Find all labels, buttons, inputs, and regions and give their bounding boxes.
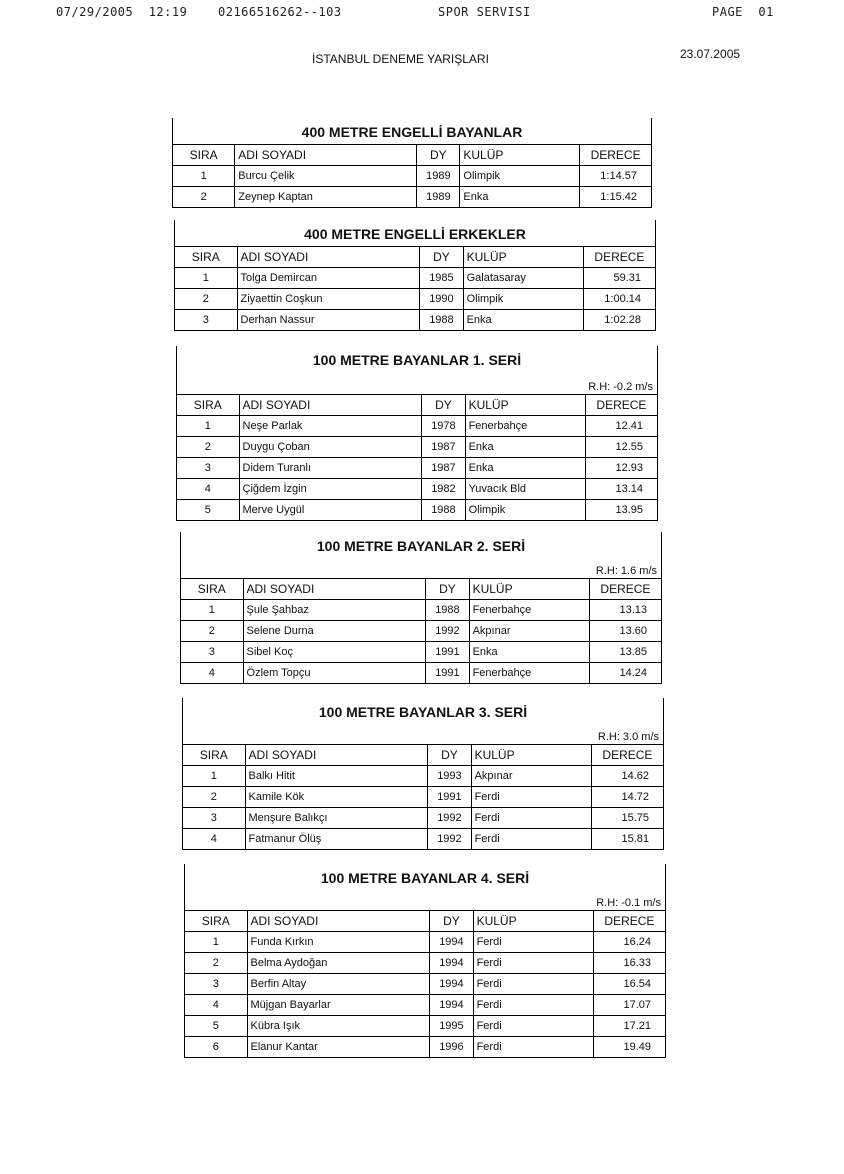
table-row <box>183 766 664 787</box>
cell-sira: 6 <box>185 1037 248 1058</box>
cell-sira: 3 <box>177 458 240 479</box>
column-header-adi: ADI SOYADI <box>239 395 422 416</box>
cell-kulup: Ferdi <box>471 829 591 850</box>
cell-kulup: Ferdi <box>473 974 593 995</box>
results-table <box>180 578 662 684</box>
cell-adi: Elanur Kantar <box>247 1037 430 1058</box>
cell-derece: 13.85 <box>589 642 661 663</box>
cell-derece: 12.55 <box>585 437 657 458</box>
cell-adi: Funda Kırkın <box>247 932 430 953</box>
cell-adi: Menşure Balıkçı <box>245 808 428 829</box>
table-row <box>185 932 666 953</box>
cell-kulup: Akpınar <box>469 621 589 642</box>
cell-dy: 1989 <box>417 187 460 208</box>
cell-adi: Tolga Demircan <box>237 268 420 289</box>
cell-kulup: Olimpik <box>463 289 583 310</box>
cell-sira: 1 <box>177 416 240 437</box>
cell-adi: Çiğdem İzgin <box>239 479 422 500</box>
cell-sira: 4 <box>185 995 248 1016</box>
section-title: 100 METRE BAYANLAR 1. SERİ <box>312 352 522 368</box>
table-row <box>181 663 662 684</box>
cell-sira: 4 <box>181 663 244 684</box>
cell-kulup: Enka <box>463 310 583 331</box>
document-date: 23.07.2005 <box>680 47 741 61</box>
cell-adi: Müjgan Bayarlar <box>247 995 430 1016</box>
cell-kulup: Ferdi <box>473 1037 593 1058</box>
cell-sira: 2 <box>181 621 244 642</box>
cell-sira: 3 <box>181 642 244 663</box>
table-row <box>175 310 656 331</box>
table-row <box>175 289 656 310</box>
table-row <box>181 642 662 663</box>
table-row <box>177 458 658 479</box>
cell-derece: 15.81 <box>591 829 663 850</box>
table-row <box>185 1037 666 1058</box>
cell-sira: 4 <box>183 829 246 850</box>
cell-derece: 17.07 <box>593 995 665 1016</box>
column-header-kulup: KULÜP <box>463 247 583 268</box>
table-row <box>177 479 658 500</box>
column-header-adi: ADI SOYADI <box>245 745 428 766</box>
cell-derece: 13.13 <box>589 600 661 621</box>
cell-derece: 13.95 <box>585 500 657 521</box>
cell-adi: Duygu Çoban <box>239 437 422 458</box>
column-header-kulup: KULÜP <box>473 911 593 932</box>
section-heading <box>184 864 666 910</box>
wind-reading: R.H: 1.6 m/s <box>595 565 657 577</box>
result-section <box>180 532 662 684</box>
table-header-row <box>185 911 666 932</box>
cell-dy: 1991 <box>426 642 469 663</box>
result-section <box>184 864 666 1058</box>
section-heading <box>174 220 656 246</box>
table-row <box>175 268 656 289</box>
cell-sira: 2 <box>183 787 246 808</box>
cell-derece: 1:00.14 <box>583 289 655 310</box>
cell-dy: 1994 <box>430 953 473 974</box>
cell-kulup: Ferdi <box>473 995 593 1016</box>
cell-derece: 19.49 <box>593 1037 665 1058</box>
cell-adi: Neşe Parlak <box>239 416 422 437</box>
table-row <box>177 500 658 521</box>
column-header-derece: DERECE <box>591 745 663 766</box>
cell-sira: 5 <box>185 1016 248 1037</box>
cell-adi: Derhan Nassur <box>237 310 420 331</box>
cell-kulup: Akpınar <box>471 766 591 787</box>
cell-dy: 1982 <box>422 479 465 500</box>
result-section <box>174 220 656 331</box>
cell-sira: 2 <box>177 437 240 458</box>
cell-sira: 5 <box>177 500 240 521</box>
table-row <box>173 166 652 187</box>
cell-dy: 1996 <box>430 1037 473 1058</box>
fax-number: 02166516262--103 <box>218 5 342 19</box>
results-table <box>176 394 658 521</box>
cell-dy: 1988 <box>426 600 469 621</box>
cell-kulup: Ferdi <box>473 1016 593 1037</box>
table-row <box>181 600 662 621</box>
table-header-row <box>175 247 656 268</box>
section-title: 100 METRE BAYANLAR 2. SERİ <box>316 538 526 554</box>
cell-dy: 1985 <box>420 268 463 289</box>
table-header-row <box>183 745 664 766</box>
fax-page: PAGE 01 <box>712 5 774 19</box>
cell-dy: 1987 <box>422 437 465 458</box>
document-title: İSTANBUL DENEME YARIŞLARI <box>312 52 489 66</box>
table-row <box>183 808 664 829</box>
section-title: 100 METRE BAYANLAR 3. SERİ <box>318 704 528 720</box>
column-header-adi: ADI SOYADI <box>235 145 417 166</box>
cell-adi: Zeynep Kaptan <box>235 187 417 208</box>
section-title: 400 METRE ENGELLİ ERKEKLER <box>304 226 526 242</box>
cell-dy: 1994 <box>430 932 473 953</box>
cell-kulup: Enka <box>469 642 589 663</box>
result-section <box>172 118 652 208</box>
cell-dy: 1991 <box>426 663 469 684</box>
cell-adi: Ziyaettin Coşkun <box>237 289 420 310</box>
column-header-derece: DERECE <box>580 145 652 166</box>
table-row <box>177 416 658 437</box>
column-header-kulup: KULÜP <box>460 145 580 166</box>
cell-derece: 14.24 <box>589 663 661 684</box>
result-section <box>182 698 664 850</box>
cell-adi: Kübra Işık <box>247 1016 430 1037</box>
cell-sira: 3 <box>185 974 248 995</box>
table-row <box>177 437 658 458</box>
cell-dy: 1978 <box>422 416 465 437</box>
cell-adi: Balkı Hitit <box>245 766 428 787</box>
column-header-sira: SIRA <box>181 579 244 600</box>
section-heading <box>172 118 652 144</box>
cell-sira: 2 <box>175 289 238 310</box>
cell-kulup: Ferdi <box>471 787 591 808</box>
cell-kulup: Yuvacık Bld <box>465 479 585 500</box>
column-header-dy: DY <box>420 247 463 268</box>
cell-adi: Belma Aydoğan <box>247 953 430 974</box>
cell-dy: 1991 <box>428 787 471 808</box>
column-header-dy: DY <box>422 395 465 416</box>
cell-derece: 16.54 <box>593 974 665 995</box>
cell-derece: 1:14.57 <box>580 166 652 187</box>
column-header-dy: DY <box>417 145 460 166</box>
cell-adi: Özlem Topçu <box>243 663 426 684</box>
cell-dy: 1994 <box>430 974 473 995</box>
cell-derece: 12.93 <box>585 458 657 479</box>
cell-sira: 4 <box>177 479 240 500</box>
results-table <box>172 144 652 208</box>
cell-adi: Sibel Koç <box>243 642 426 663</box>
wind-reading: R.H: 3.0 m/s <box>597 731 659 743</box>
results-table <box>182 744 664 850</box>
table-header-row <box>181 579 662 600</box>
cell-dy: 1988 <box>420 310 463 331</box>
column-header-sira: SIRA <box>185 911 248 932</box>
cell-derece: 16.24 <box>593 932 665 953</box>
column-header-sira: SIRA <box>175 247 238 268</box>
section-title: 100 METRE BAYANLAR 4. SERİ <box>320 870 530 886</box>
results-table <box>174 246 656 331</box>
cell-kulup: Enka <box>465 437 585 458</box>
cell-dy: 1992 <box>428 829 471 850</box>
cell-kulup: Olimpik <box>460 166 580 187</box>
cell-adi: Berfin Altay <box>247 974 430 995</box>
cell-kulup: Fenerbahçe <box>469 663 589 684</box>
cell-kulup: Ferdi <box>473 953 593 974</box>
column-header-kulup: KULÜP <box>469 579 589 600</box>
cell-adi: Fatmanur Ölüş <box>245 829 428 850</box>
column-header-sira: SIRA <box>173 145 235 166</box>
cell-dy: 1992 <box>426 621 469 642</box>
cell-dy: 1988 <box>422 500 465 521</box>
column-header-adi: ADI SOYADI <box>237 247 420 268</box>
table-row <box>185 974 666 995</box>
cell-derece: 1:02.28 <box>583 310 655 331</box>
column-header-dy: DY <box>430 911 473 932</box>
cell-adi: Şule Şahbaz <box>243 600 426 621</box>
table-header-row <box>173 145 652 166</box>
wind-reading: R.H: -0.1 m/s <box>596 897 661 909</box>
cell-sira: 1 <box>175 268 238 289</box>
cell-dy: 1989 <box>417 166 460 187</box>
column-header-derece: DERECE <box>583 247 655 268</box>
wind-reading: R.H: -0.2 m/s <box>588 381 653 393</box>
cell-sira: 1 <box>183 766 246 787</box>
table-row <box>185 1016 666 1037</box>
cell-dy: 1994 <box>430 995 473 1016</box>
section-title: 400 METRE ENGELLİ BAYANLAR <box>301 124 523 140</box>
column-header-derece: DERECE <box>593 911 665 932</box>
result-section <box>176 346 658 521</box>
section-heading <box>176 346 658 394</box>
table-row <box>173 187 652 208</box>
cell-sira: 3 <box>183 808 246 829</box>
column-header-kulup: KULÜP <box>471 745 591 766</box>
column-header-derece: DERECE <box>585 395 657 416</box>
cell-derece: 16.33 <box>593 953 665 974</box>
cell-adi: Merve Uygül <box>239 500 422 521</box>
cell-dy: 1995 <box>430 1016 473 1037</box>
column-header-sira: SIRA <box>183 745 246 766</box>
table-row <box>185 995 666 1016</box>
table-row <box>183 829 664 850</box>
cell-dy: 1987 <box>422 458 465 479</box>
cell-sira: 1 <box>181 600 244 621</box>
cell-adi: Kamile Kök <box>245 787 428 808</box>
column-header-adi: ADI SOYADI <box>247 911 430 932</box>
cell-derece: 12.41 <box>585 416 657 437</box>
cell-derece: 59.31 <box>583 268 655 289</box>
cell-kulup: Olimpik <box>465 500 585 521</box>
column-header-sira: SIRA <box>177 395 240 416</box>
cell-derece: 17.21 <box>593 1016 665 1037</box>
cell-dy: 1992 <box>428 808 471 829</box>
cell-sira: 2 <box>185 953 248 974</box>
cell-kulup: Ferdi <box>471 808 591 829</box>
cell-derece: 13.60 <box>589 621 661 642</box>
cell-derece: 1:15.42 <box>580 187 652 208</box>
table-header-row <box>177 395 658 416</box>
section-heading <box>182 698 664 744</box>
column-header-kulup: KULÜP <box>465 395 585 416</box>
cell-kulup: Galatasaray <box>463 268 583 289</box>
cell-kulup: Enka <box>460 187 580 208</box>
table-row <box>181 621 662 642</box>
column-header-derece: DERECE <box>589 579 661 600</box>
cell-sira: 1 <box>185 932 248 953</box>
cell-sira: 3 <box>175 310 238 331</box>
cell-derece: 13.14 <box>585 479 657 500</box>
cell-sira: 2 <box>173 187 235 208</box>
cell-kulup: Fenerbahçe <box>469 600 589 621</box>
column-header-dy: DY <box>426 579 469 600</box>
cell-adi: Selene Durna <box>243 621 426 642</box>
column-header-dy: DY <box>428 745 471 766</box>
cell-dy: 1993 <box>428 766 471 787</box>
table-row <box>185 953 666 974</box>
cell-derece: 14.62 <box>591 766 663 787</box>
column-header-adi: ADI SOYADI <box>243 579 426 600</box>
cell-kulup: Enka <box>465 458 585 479</box>
section-heading <box>180 532 662 578</box>
cell-derece: 15.75 <box>591 808 663 829</box>
results-table <box>184 910 666 1058</box>
cell-kulup: Fenerbahçe <box>465 416 585 437</box>
cell-dy: 1990 <box>420 289 463 310</box>
fax-department: SPOR SERVISI <box>438 5 531 19</box>
cell-adi: Burcu Çelik <box>235 166 417 187</box>
fax-datetime: 07/29/2005 12:19 <box>56 5 188 19</box>
cell-derece: 14.72 <box>591 787 663 808</box>
table-row <box>183 787 664 808</box>
cell-sira: 1 <box>173 166 235 187</box>
cell-adi: Didem Turanlı <box>239 458 422 479</box>
cell-kulup: Ferdi <box>473 932 593 953</box>
